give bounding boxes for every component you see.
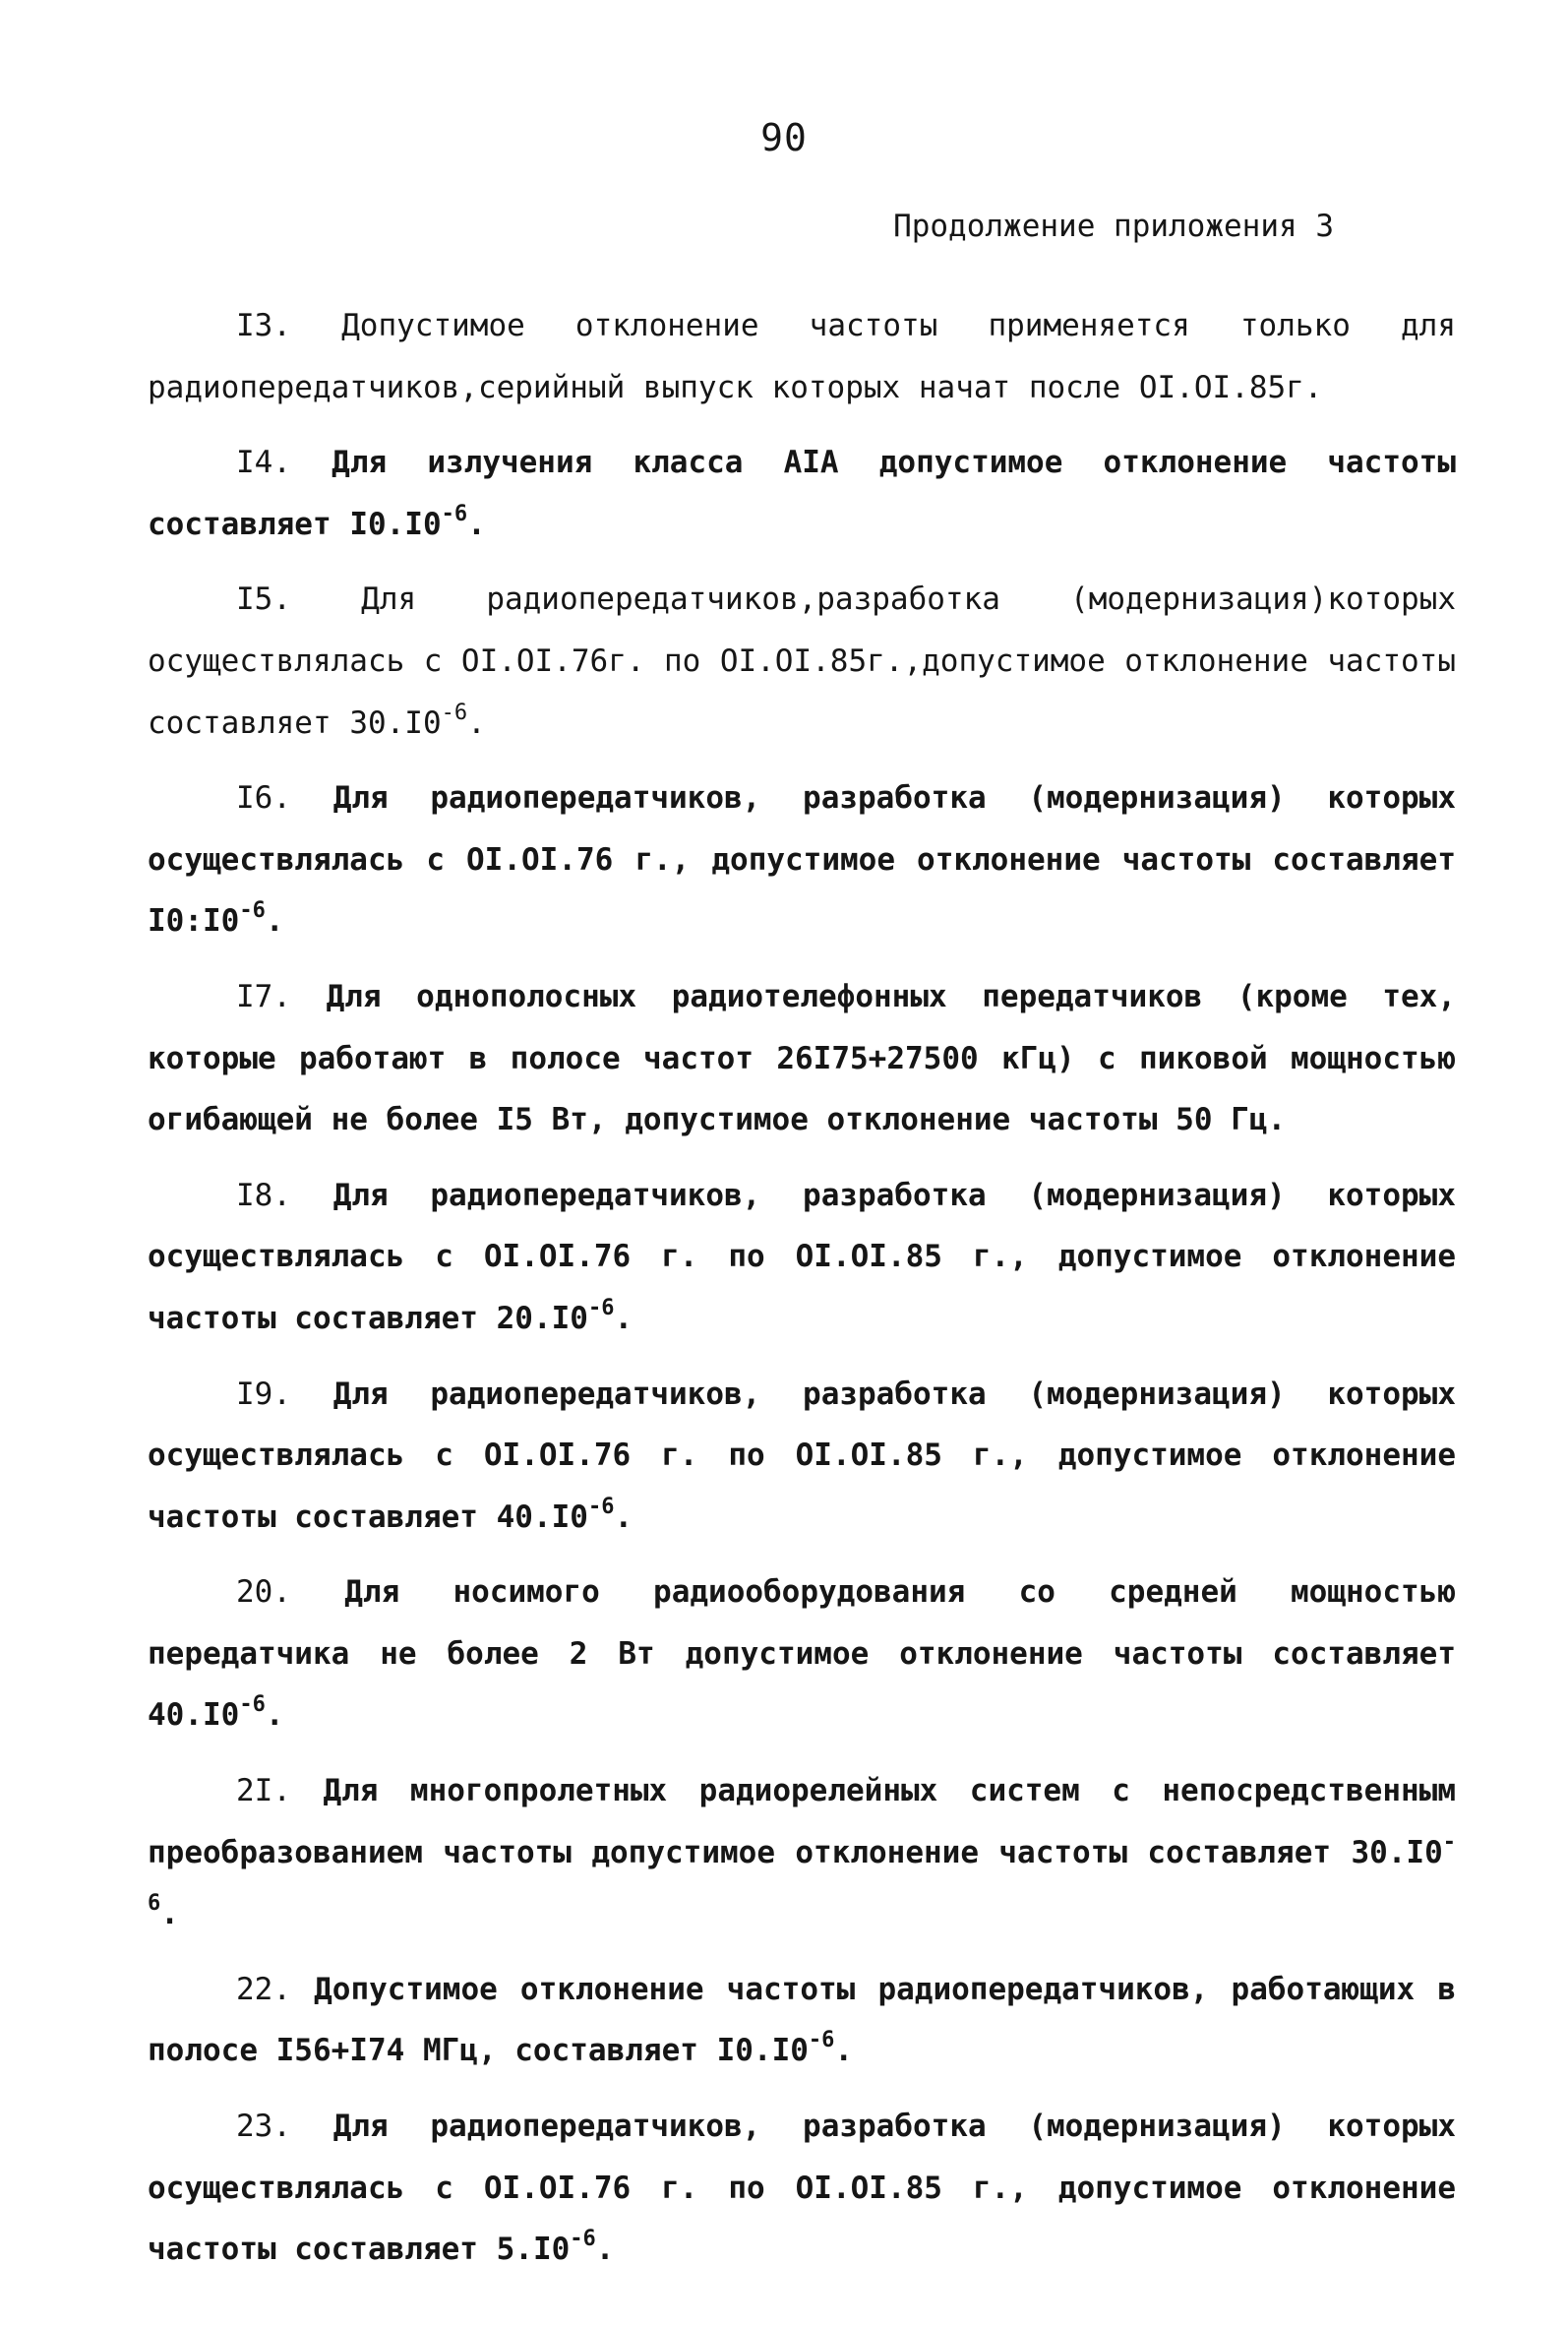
note-number: I7. <box>236 978 291 1014</box>
tolerance-exponent: -6 <box>587 1295 615 1320</box>
note-number: I9. <box>236 1376 291 1412</box>
note-text: Для однополосных радиотелефонных передатчиков (кроме тех, которые работают в полосе частот 26I75+27500 кГц) с пиковой мощностью огибающей не более I5 Вт, допустимое отклонение частоты 50 Гц. <box>148 978 1457 1138</box>
tolerance-exponent: -6 <box>808 2028 835 2053</box>
tolerance-value: 40.I0 <box>496 1499 588 1535</box>
note-19 <box>148 1364 1456 1549</box>
tolerance-value: 5.I0 <box>496 2232 571 2268</box>
note-text: Для многопролетных радиорелейных систем с непосредственным преобразованием частоты допустимое отклонение частоты составляет <box>148 1773 1456 1870</box>
note-number: I5. <box>236 581 291 618</box>
note-end: . <box>614 1300 633 1336</box>
tolerance-exponent: -6 <box>587 1494 615 1519</box>
note-number: I3. <box>236 308 291 343</box>
note-23 <box>148 2096 1456 2281</box>
tolerance-value: 30.I0 <box>349 704 442 741</box>
note-number: I4. <box>236 445 291 481</box>
note-text: Для радиопередатчиков, разработка (модернизация) которых осуществлялась с OI.OI.76 г. по OI.OI.85 г., допустимое отклонение частоты составляет <box>148 1177 1456 1336</box>
note-13 <box>148 295 1456 418</box>
page-number: 90 <box>760 116 808 159</box>
note-18 <box>148 1165 1456 1350</box>
note-text: Для радиопередатчиков, разработка (модернизация) которых осуществлялась с OI.OI.76 г. по OI.OI.85 г., допустимое отклонение частоты составляет <box>148 1376 1456 1535</box>
note-number: I6. <box>236 780 291 817</box>
note-end: . <box>265 903 284 940</box>
note-20 <box>148 1561 1456 1746</box>
note-text: Для радиопередатчиков, разработка (модернизация) которых осуществлялась с OI.OI.76 г. по OI.OI.85 г., допустимое отклонение частоты составляет <box>148 2109 1456 2268</box>
note-text: Для радиопередатчиков,разработка (модернизация)которых осуществлялась с OI.OI.76г. по OI.OI.85г.,допустимое отклонение частоты составляет <box>148 581 1456 741</box>
note-number: 22. <box>236 1971 291 2007</box>
tolerance-value: 20.I0 <box>496 1300 588 1336</box>
note-21 <box>148 1760 1456 1945</box>
notes-body <box>148 295 1456 2294</box>
tolerance-exponent: -6 <box>570 2227 596 2252</box>
note-17 <box>148 966 1456 1151</box>
tolerance-value: 30.I0 <box>1351 1834 1443 1870</box>
tolerance-value: I0:I0 <box>148 903 240 940</box>
note-number: 20. <box>236 1574 291 1611</box>
tolerance-value: I0.I0 <box>716 2033 809 2069</box>
note-22 <box>148 1959 1456 2082</box>
note-end: . <box>467 506 486 542</box>
continuation-heading: Продолжение приложения 3 <box>893 209 1334 244</box>
note-number: 2I. <box>236 1773 291 1809</box>
tolerance-exponent: -6 <box>239 1692 266 1718</box>
note-end: . <box>467 704 486 741</box>
note-text: Для носимого радиооборудования со средней мощностью передатчика не более 2 Вт допустимое отклонение частоты составляет <box>148 1574 1456 1672</box>
note-14 <box>148 432 1456 555</box>
note-text: Допустимое отклонение частоты применяется только для радиопередатчиков,серийный выпуск которых начат после OI.OI.85г. <box>148 308 1456 405</box>
note-number: I8. <box>236 1177 291 1213</box>
note-text: Для радиопередатчиков, разработка (модернизация) которых осуществлялась с OI.OI.76 г., допустимое отклонение частоты составляет <box>148 780 1456 878</box>
note-end: . <box>834 2033 854 2069</box>
note-15 <box>148 569 1456 754</box>
note-16 <box>148 767 1456 952</box>
note-end: . <box>595 2232 615 2268</box>
note-end: . <box>160 1896 179 1932</box>
tolerance-exponent: -6 <box>239 898 266 924</box>
note-end: . <box>614 1499 633 1535</box>
note-text: Допустимое отклонение частоты радиопередатчиков, работающих в полосе I56+I74 МГц, составляет <box>148 1971 1456 2069</box>
note-number: 23. <box>236 2109 291 2145</box>
tolerance-value: I0.I0 <box>349 506 442 542</box>
tolerance-value: 40.I0 <box>148 1697 240 1734</box>
tolerance-exponent: -6 <box>148 1829 1457 1917</box>
tolerance-exponent: -6 <box>441 700 468 725</box>
note-text: Для излучения класса AIA допустимое отклонение частоты составляет <box>148 445 1456 542</box>
note-end: . <box>265 1697 284 1734</box>
tolerance-exponent: -6 <box>441 501 468 526</box>
